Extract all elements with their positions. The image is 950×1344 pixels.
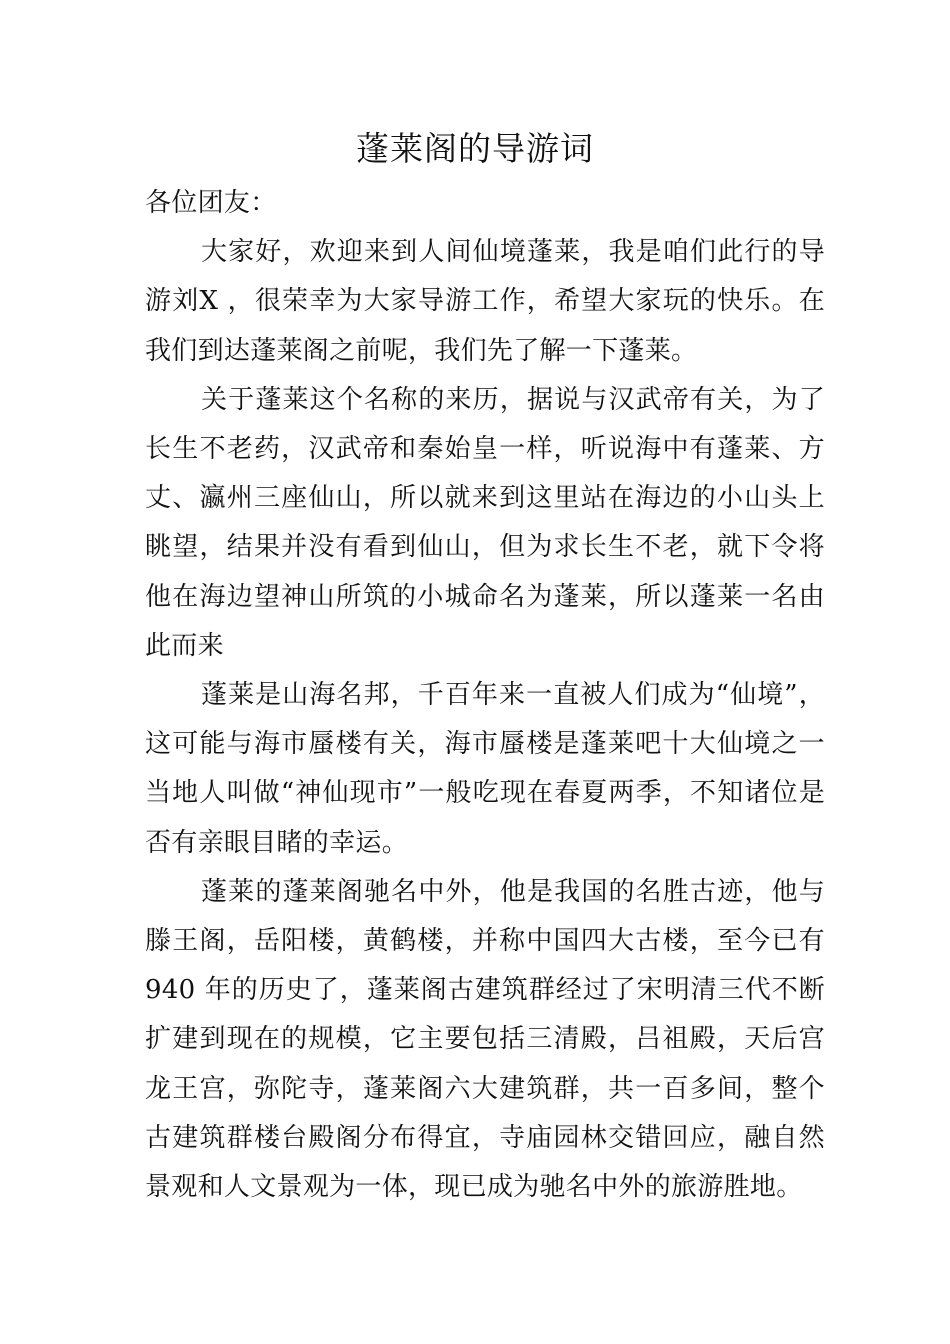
document-body — [145, 179, 825, 1212]
paragraph-penglai-pavilion: 蓬莱的蓬莱阁驰名中外，他是我国的名胜古迹，他与滕王阁，岳阳楼，黄鹤楼，并称中国四大古楼，至今已有940 年的历史了，蓬莱阁古建筑群经过了宋明清三代不断扩建到现在的规模，它主要包括三清殿，吕祖殿，天后宫龙王宫，弥陀寺，蓬莱阁六大建筑群，共一百多间，整个古建筑群楼台殿阁分布得宜，寺庙园林交错回应，融自然景观和人文景观为一体，现已成为驰名中外的旅游胜地。 — [145, 876, 825, 1203]
page-title: 蓬莱阁的导游词 — [356, 129, 594, 168]
salutation: 各位团友： — [145, 188, 277, 218]
paragraph-mirage: 蓬莱是山海名邦，千百年来一直被人们成为“仙境”，这可能与海市蜃楼有关，海市蜃楼是蓬莱吧十大仙境之一当地人叫做“神仙现市”一般吃现在春夏两季，不知诸位是否有亲眼目睹的幸运。 — [145, 680, 825, 858]
paragraph-name-origin: 关于蓬莱这个名称的来历，据说与汉武帝有关，为了长生不老药，汉武帝和秦始皇一样，听说海中有蓬莱、方丈、瀛州三座仙山，所以就来到这里站在海边的小山头上眺望，结果并没有看到仙山，但为求长生不老，就下令将他在海边望神山所筑的小城命名为蓬莱，所以蓬莱一名由此而来 — [145, 384, 825, 661]
paragraph-intro: 大家好，欢迎来到人间仙境蓬莱，我是咱们此行的导游刘X ，很荣幸为大家导游工作，希望大家玩的快乐。在我们到达蓬莱阁之前呢，我们先了解一下蓬莱。 — [145, 237, 825, 366]
